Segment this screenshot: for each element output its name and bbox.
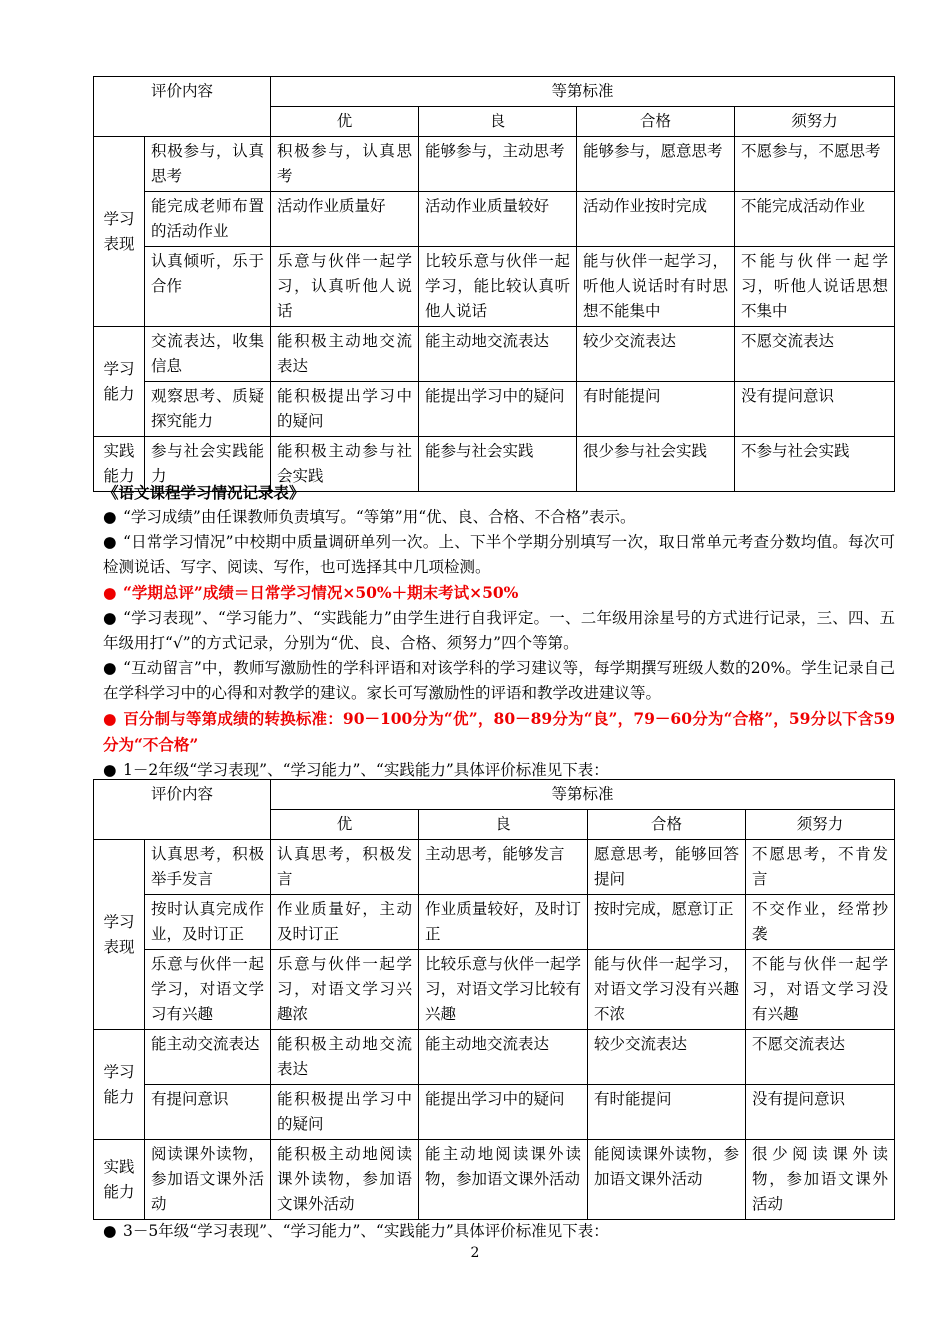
grade-cell: 按时完成，愿意订正 [588, 895, 746, 950]
note-item [103, 505, 895, 530]
grade-cell: 能积极主动参与社会实践 [271, 437, 419, 492]
evaluation-table-grade-1-2 [93, 779, 895, 1220]
grade-cell: 积极参与，认真思考 [271, 137, 419, 192]
item-cell: 交流表达，收集信息 [145, 327, 271, 382]
grade-cell: 能够参与，愿意思考 [577, 137, 735, 192]
note-text: 1－2年级“学习表现”、“学习能力”、“实践能力”具体评价标准见下表： [123, 761, 609, 779]
note-item [103, 606, 895, 656]
note-item-after-table [103, 1219, 609, 1244]
page-number: 2 [470, 1245, 480, 1261]
grade-cell: 作业质量较好，及时订正 [419, 895, 588, 950]
note-text: “互动留言”中，教师写激励性的学科评语和对该学科的学习建议等，每学期撰写班级人数的20%。学生记录自己在学科学习中的心得和对教学的建议。家长可写激励性的评语和教学改进建议等。 [103, 659, 895, 702]
item-cell: 乐意与伙伴一起学习，对语文学习有兴趣 [145, 950, 271, 1030]
note-text: 3－5年级“学习表现”、“学习能力”、“实践能力”具体评价标准见下表： [123, 1222, 609, 1240]
table-row [94, 1085, 895, 1140]
grade-cell: 不愿思考，不肯发言 [746, 840, 895, 895]
header-level-good: 良 [419, 810, 588, 840]
category-cell: 学习能力 [94, 327, 145, 437]
bullet-icon: ● [103, 761, 117, 779]
item-cell: 能完成老师布置的活动作业 [145, 192, 271, 247]
grade-cell: 没有提问意识 [746, 1085, 895, 1140]
header-level-needs-effort: 须努力 [735, 107, 895, 137]
header-grade-standard: 等第标准 [271, 780, 895, 810]
note-text: 百分制与等第成绩的转换标准：90－100分为“优”，80－89分为“良”，79－60分为“合格”，59分以下含59分为“不合格” [103, 709, 895, 754]
header-evaluation-content: 评价内容 [94, 780, 271, 840]
item-cell: 能主动交流表达 [145, 1030, 271, 1085]
grade-cell: 主动思考，能够发言 [419, 840, 588, 895]
grade-cell: 能与伙伴一起学习，听他人说话时有时思想不能集中 [577, 247, 735, 327]
note-item-highlight [103, 706, 895, 758]
grade-cell: 能主动地交流表达 [419, 327, 577, 382]
grade-cell: 能提出学习中的疑问 [419, 1085, 588, 1140]
grade-cell: 有时能提问 [588, 1085, 746, 1140]
table-row [94, 247, 895, 327]
grade-cell: 活动作业质量较好 [419, 192, 577, 247]
grade-cell: 没有提问意识 [735, 382, 895, 437]
table-row [94, 1140, 895, 1220]
header-level-pass: 合格 [577, 107, 735, 137]
table-row [94, 137, 895, 192]
note-item [103, 530, 895, 580]
category-cell: 实践能力 [94, 437, 145, 492]
table-header-row [94, 780, 895, 810]
note-text: “日常学习情况”中校期中质量调研单列一次。上、下半个学期分别填写一次，取日常单元考查分数均值。每次可检测说话、写字、阅读、写作，也可选择其中几项检测。 [103, 533, 895, 576]
header-level-excellent: 优 [271, 107, 419, 137]
evaluation-table-general [93, 76, 895, 492]
note-text: “学习表现”、“学习能力”、“实践能力”由学生进行自我评定。一、二年级用涂星号的方式进行记录，三、四、五年级用打“√”的方式记录，分别为“优、良、合格、须努力”四个等第。 [103, 609, 895, 652]
grade-cell: 活动作业按时完成 [577, 192, 735, 247]
grade-cell: 能阅读课外读物，参加语文课外活动 [588, 1140, 746, 1220]
item-cell: 阅读课外读物，参加语文课外活动 [145, 1140, 271, 1220]
header-level-needs-effort: 须努力 [746, 810, 895, 840]
category-cell: 学习表现 [94, 137, 145, 327]
grade-cell: 乐意与伙伴一起学习，对语文学习兴趣浓 [271, 950, 419, 1030]
grade-cell: 能够参与，主动思考 [419, 137, 577, 192]
header-grade-standard: 等第标准 [271, 77, 895, 107]
grade-cell: 能参与社会实践 [419, 437, 577, 492]
grade-cell: 比较乐意与伙伴一起学习，能比较认真听他人说话 [419, 247, 577, 327]
table-row [94, 1030, 895, 1085]
grade-cell: 较少交流表达 [577, 327, 735, 382]
item-cell: 按时认真完成作业，及时订正 [145, 895, 271, 950]
grade-cell: 认真思考，积极发言 [271, 840, 419, 895]
bullet-icon: ● [103, 709, 117, 728]
item-cell: 认真思考，积极举手发言 [145, 840, 271, 895]
grade-cell: 能积极提出学习中的疑问 [271, 382, 419, 437]
grade-cell: 能积极主动地阅读课外读物，参加语文课外活动 [271, 1140, 419, 1220]
item-cell: 观察思考、质疑探究能力 [145, 382, 271, 437]
note-item-highlight [103, 580, 895, 606]
table-header-row [94, 77, 895, 107]
grade-cell: 能积极主动地交流表达 [271, 327, 419, 382]
item-cell: 参与社会实践能力 [145, 437, 271, 492]
grade-cell: 有时能提问 [577, 382, 735, 437]
bullet-icon: ● [103, 508, 117, 526]
grade-cell: 活动作业质量好 [271, 192, 419, 247]
grade-cell: 能提出学习中的疑问 [419, 382, 577, 437]
table-row [94, 840, 895, 895]
bullet-icon: ● [103, 609, 117, 627]
item-cell: 认真倾听，乐于合作 [145, 247, 271, 327]
note-text: “学习成绩”由任课教师负责填写。“等第”用“优、良、合格、不合格”表示。 [123, 508, 636, 526]
note-item [103, 656, 895, 706]
grade-cell: 较少交流表达 [588, 1030, 746, 1085]
bullet-icon: ● [103, 583, 117, 602]
note-text: “学期总评”成绩＝日常学习情况×50%＋期末考试×50% [123, 583, 519, 602]
category-cell: 实践能力 [94, 1140, 145, 1220]
table-row [94, 327, 895, 382]
grade-cell: 不能与伙伴一起学习，听他人说话思想不集中 [735, 247, 895, 327]
grade-cell: 很少参与社会实践 [577, 437, 735, 492]
header-level-pass: 合格 [588, 810, 746, 840]
grade-cell: 作业质量好，主动及时订正 [271, 895, 419, 950]
grade-cell: 不愿交流表达 [746, 1030, 895, 1085]
category-cell: 学习表现 [94, 840, 145, 1030]
grade-cell: 能与伙伴一起学习，对语文学习没有兴趣不浓 [588, 950, 746, 1030]
grade-cell: 乐意与伙伴一起学习，认真听他人说话 [271, 247, 419, 327]
table-row [94, 382, 895, 437]
bullet-icon: ● [103, 1222, 117, 1240]
grade-cell: 不愿交流表达 [735, 327, 895, 382]
header-level-excellent: 优 [271, 810, 419, 840]
header-evaluation-content: 评价内容 [94, 77, 271, 137]
grade-cell: 不能与伙伴一起学习，对语文学习没有兴趣 [746, 950, 895, 1030]
item-cell: 积极参与，认真思考 [145, 137, 271, 192]
grade-cell: 能积极提出学习中的疑问 [271, 1085, 419, 1140]
table-row [94, 950, 895, 1030]
grade-cell: 能积极主动地交流表达 [271, 1030, 419, 1085]
grade-cell: 不参与社会实践 [735, 437, 895, 492]
grade-cell: 愿意思考，能够回答提问 [588, 840, 746, 895]
grade-cell: 能主动地阅读课外读物，参加语文课外活动 [419, 1140, 588, 1220]
bullet-icon: ● [103, 659, 117, 677]
notes-title: 《语文课程学习情况记录表》 [103, 483, 305, 502]
grade-cell: 不能完成活动作业 [735, 192, 895, 247]
grade-cell: 不愿参与，不愿思考 [735, 137, 895, 192]
grade-cell: 不交作业，经常抄袭 [746, 895, 895, 950]
notes-section [103, 480, 895, 783]
table-row [94, 192, 895, 247]
header-level-good: 良 [419, 107, 577, 137]
grade-cell: 很少阅读课外读物，参加语文课外活动 [746, 1140, 895, 1220]
category-cell: 学习能力 [94, 1030, 145, 1140]
bullet-icon: ● [103, 533, 117, 551]
item-cell: 有提问意识 [145, 1085, 271, 1140]
grade-cell: 比较乐意与伙伴一起学习，对语文学习比较有兴趣 [419, 950, 588, 1030]
grade-cell: 能主动地交流表达 [419, 1030, 588, 1085]
table-row [94, 895, 895, 950]
